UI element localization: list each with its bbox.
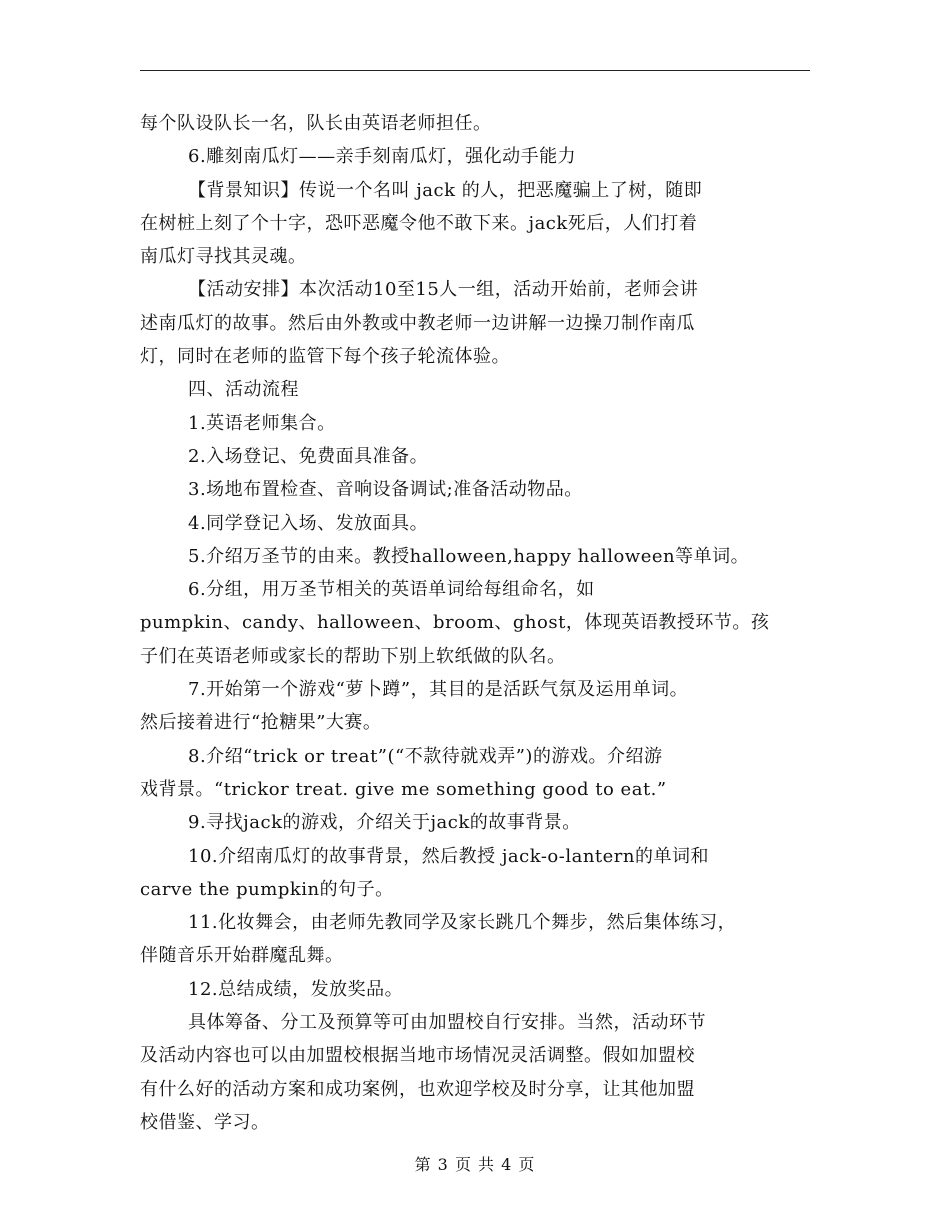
text-line: 4.同学登记入场、发放面具。	[188, 512, 429, 534]
text-line: 戏背景。“trickor treat. give me something good to eat.”	[140, 778, 667, 800]
text-line: 10.介绍南瓜灯的故事背景，然后教授 jack-o-lantern的单词和	[188, 845, 709, 867]
text-line: 南瓜灯寻找其灵魂。	[140, 246, 307, 268]
text-line: 【活动安排】本次活动10至15人一组，活动开始前，老师会讲	[188, 279, 699, 301]
text-line: 每个队设队长一名，队长由英语老师担任。	[140, 113, 492, 134]
text-line: 子们在英语老师或家长的帮助下别上软纸做的队名。	[140, 645, 566, 667]
header-rule	[140, 70, 810, 71]
text-line: 有什么好的活动方案和成功案例，也欢迎学校及时分享，让其他加盟	[140, 1078, 695, 1100]
text-line: 1.英语老师集合。	[188, 412, 336, 434]
text-line: 8.介绍“trick or treat”(“不款待就戏弄”)的游戏。介绍游	[188, 745, 663, 767]
text-line: 四、活动流程	[188, 379, 299, 401]
text-line: 6.分组，用万圣节相关的英语单词给每组命名，如	[188, 579, 595, 601]
text-line: 伴随音乐开始群魔乱舞。	[140, 945, 344, 967]
text-line: 6.雕刻南瓜灯——亲手刻南瓜灯，强化动手能力	[188, 146, 577, 168]
text-line: 具体筹备、分工及预算等可由加盟校自行安排。当然，活动环节	[188, 1012, 706, 1034]
text-line: 灯，同时在老师的监管下每个孩子轮流体验。	[140, 346, 510, 368]
text-line: carve the pumpkin的句子。	[140, 878, 394, 900]
text-line: 12.总结成绩，发放奖品。	[188, 978, 404, 1000]
text-line: 11.化妆舞会，由老师先教同学及家长跳几个舞步，然后集体练习，	[188, 912, 737, 934]
text-line: 校借鉴、学习。	[140, 1111, 270, 1133]
page-number: 第 3 页 共 4 页	[414, 1155, 536, 1174]
text-line: 9.寻找jack的游戏，介绍关于jack的故事背景。	[188, 812, 581, 834]
text-line: 3.场地布置检查、音响设备调试;准备活动物品。	[188, 479, 583, 501]
text-line: 5.介绍万圣节的由来。教授halloween,happy halloween等单词。	[188, 545, 750, 567]
text-line: 在树桩上刻了个十字，恐吓恶魔令他不敢下来。jack死后，人们打着	[140, 212, 698, 234]
text-line: 述南瓜灯的故事。然后由外教或中教老师一边讲解一边操刀制作南瓜	[140, 312, 695, 334]
document-body	[140, 107, 810, 1139]
text-line: 7.开始第一个游戏“萝卜蹲”，其目的是活跃气氛及运用单词。	[188, 679, 689, 701]
text-line: 【背景知识】传说一个名叫 jack 的人，把恶魔骗上了树，随即	[188, 179, 703, 201]
text-line: 然后接着进行“抢糖果”大赛。	[140, 712, 382, 734]
text-line: 2.入场登记、免费面具准备。	[188, 445, 429, 467]
text-line: pumpkin、candy、halloween、broom、ghost，体现英语教授环节。孩	[140, 612, 770, 634]
text-line: 及活动内容也可以由加盟校根据当地市场情况灵活调整。假如加盟校	[140, 1045, 695, 1067]
